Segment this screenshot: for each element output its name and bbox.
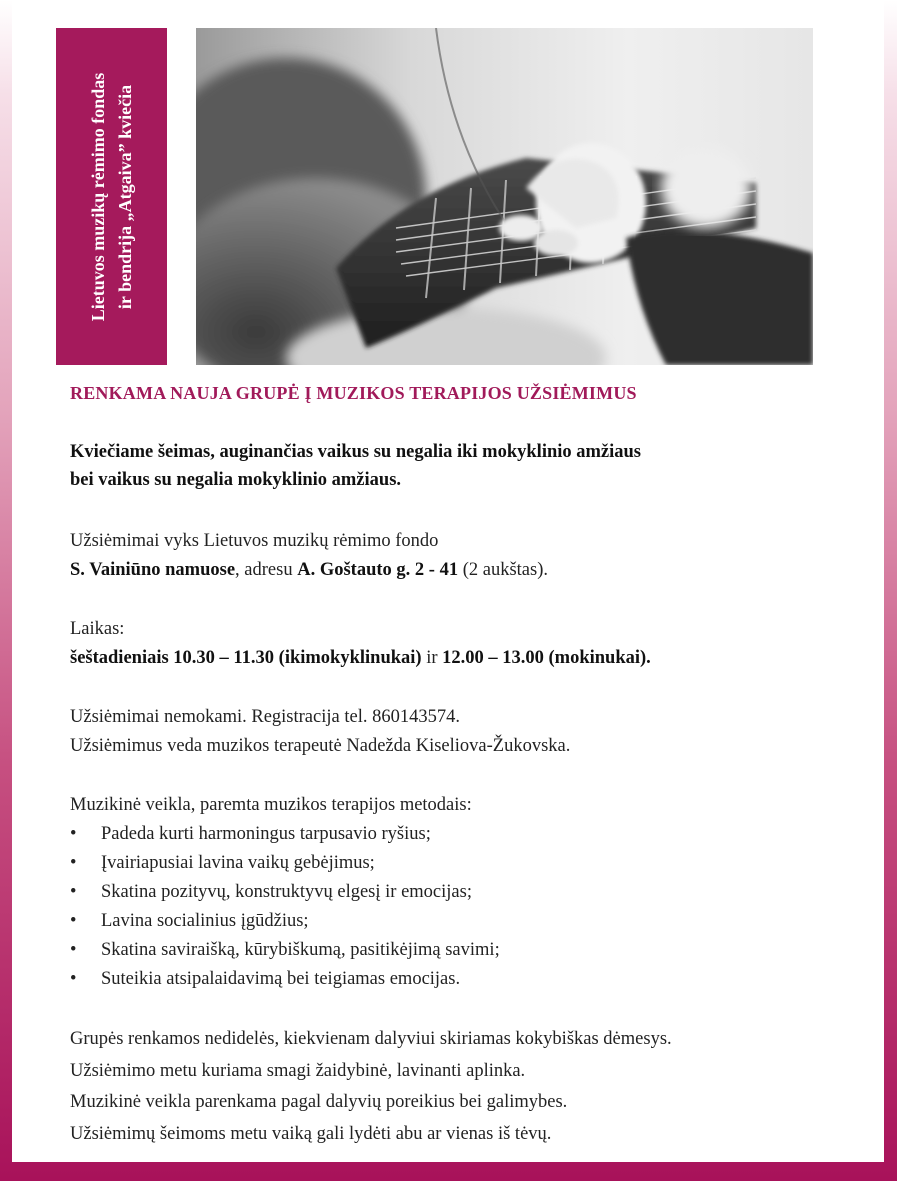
list-item-text: Skatina pozityvų, konstruktyvų elgesį ir emocijas; — [101, 882, 472, 902]
info-paragraph — [70, 703, 860, 761]
side-banner — [56, 28, 167, 365]
location-line-1: Užsiėmimai vyks Lietuvos muzikų rėmimo fondo — [70, 531, 439, 551]
closing-paragraph — [70, 1024, 860, 1150]
list-item — [70, 878, 860, 907]
bullet-icon: • — [70, 824, 77, 844]
location-address-prefix: , adresu — [235, 560, 298, 580]
headline: RENKAMA NAUJA GRUPĖ Į MUZIKOS TERAPIJOS UŽSIĖMIMUS — [70, 383, 637, 403]
list-item-text: Suteikia atsipalaidavimą bei teigiamas emocijas. — [101, 969, 461, 989]
guitar-photo — [196, 28, 813, 365]
side-banner-line-1: Lietuvos muzikų rėmimo fondas — [87, 72, 108, 321]
bullet-icon: • — [70, 882, 77, 902]
side-banner-line-2: ir bendrija „Atgaiva” kviečia — [114, 84, 135, 309]
time-connector: ir — [421, 648, 443, 668]
time-part-1: šeštadieniais 10.30 – 11.30 (ikimokyklinukai) — [70, 648, 422, 668]
list-item-text: Lavina socialinius įgūdžius; — [101, 911, 309, 931]
location-place: S. Vainiūno namuose — [70, 560, 236, 580]
bullet-icon: • — [70, 853, 77, 873]
list-item — [70, 820, 860, 849]
lead-paragraph — [70, 438, 860, 494]
list-item — [70, 907, 860, 936]
list-item — [70, 849, 860, 878]
lead-line-1: Kviečiame šeimas, auginančias vaikus su negalia iki mokyklinio amžiaus — [70, 442, 642, 462]
closing-line-3: Muzikinė veikla parenkama pagal dalyvių poreikius bei galimybes. — [70, 1092, 568, 1112]
list-item-text: Padeda kurti harmoningus tarpusavio ryšius; — [101, 824, 431, 844]
location-floor: (2 aukštas). — [458, 560, 548, 580]
location-address: A. Goštauto g. 2 - 41 — [297, 560, 459, 580]
list-item-text: Skatina saviraišką, kūrybiškumą, pasitikėjimą savimi; — [101, 940, 500, 960]
time-part-2: 12.00 – 13.00 (mokinukai). — [442, 648, 651, 668]
bullet-icon: • — [70, 940, 77, 960]
benefits-section — [70, 791, 860, 994]
guitar-hand-photo — [196, 28, 813, 365]
list-item — [70, 936, 860, 965]
location-paragraph — [70, 527, 860, 585]
closing-line-1: Grupės renkamos nedidelės, kiekvienam dalyviui skiriamas kokybiškas dėmesys. — [70, 1029, 672, 1049]
closing-line-4: Užsiėmimų šeimoms metu vaiką gali lydėti abu ar vienas iš tėvų. — [70, 1123, 552, 1144]
bullet-icon: • — [70, 911, 77, 931]
lead-line-2: bei vaikus su negalia mokyklinio amžiaus. — [70, 470, 402, 490]
info-line-2: Užsiėmimus veda muzikos terapeutė Nadežda Kiseliova-Žukovska. — [70, 736, 571, 756]
poster-content — [70, 438, 860, 1150]
time-label: Laikas: — [70, 619, 125, 639]
closing-line-2: Užsiėmimo metu kuriama smagi žaidybinė, lavinanti aplinka. — [70, 1060, 526, 1081]
list-item-text: Įvairiapusiai lavina vaikų gebėjimus; — [101, 853, 375, 873]
bullet-icon: • — [70, 969, 77, 989]
benefits-intro: Muzikinė veikla, paremta muzikos terapijos metodais: — [70, 795, 472, 815]
list-item — [70, 965, 860, 994]
time-paragraph — [70, 615, 860, 673]
side-banner-text — [85, 32, 139, 362]
info-line-1: Užsiėmimai nemokami. Registracija tel. 860143574. — [70, 707, 460, 727]
benefits-list — [70, 820, 860, 994]
